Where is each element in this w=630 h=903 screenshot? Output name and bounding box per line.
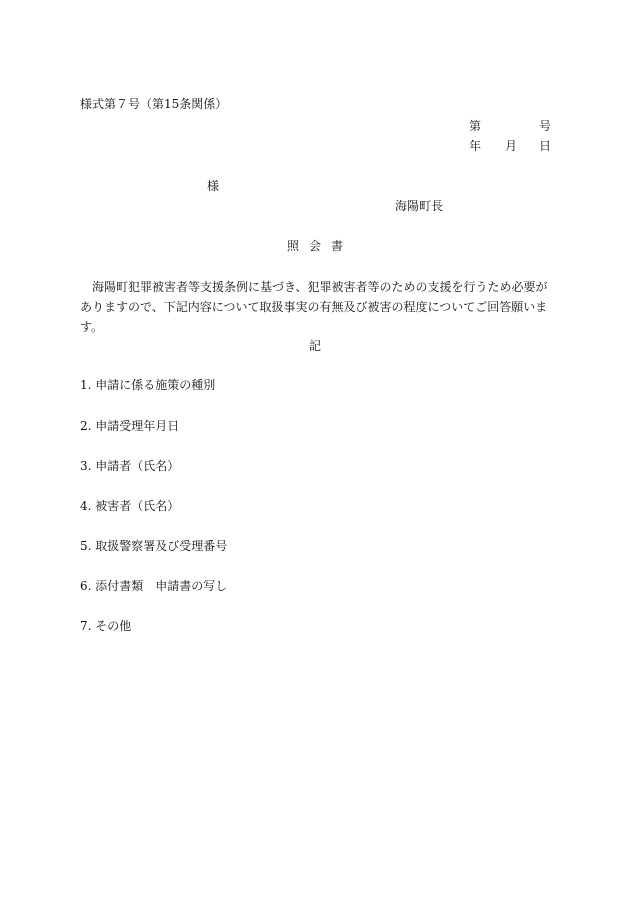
- list-item: 7. その他: [80, 619, 132, 633]
- doc-number-prefix: 第: [469, 119, 482, 133]
- ki-heading: 記: [309, 339, 322, 353]
- list-item: 6. 添付書類 申請書の写し: [80, 579, 228, 593]
- list-item: 4. 被害者（氏名）: [80, 499, 180, 513]
- list-item: 3. 申請者（氏名）: [80, 459, 180, 473]
- list-item: 2. 申請受理年月日: [80, 419, 180, 433]
- doc-number-suffix: 号: [539, 119, 552, 133]
- form-number: 様式第７号（第15条関係）: [80, 97, 228, 111]
- recipient-honorific: 様: [207, 179, 220, 193]
- date-month: 月: [505, 139, 518, 153]
- date-year: 年: [469, 139, 482, 153]
- document-title: 照会書: [287, 239, 354, 253]
- list-item: 1. 申請に係る施策の種別: [80, 378, 216, 392]
- list-item: 5. 取扱警察署及び受理番号: [80, 539, 228, 553]
- sender-name: 海陽町長: [395, 199, 444, 213]
- body-paragraph: 海陽町犯罪被害者等支援条例に基づき、犯罪被害者等のための支援を行うため必要がありますので、下記内容について取扱事実の有無及び被害の程度についてご回答願います。: [80, 280, 548, 334]
- date-day: 日: [539, 139, 552, 153]
